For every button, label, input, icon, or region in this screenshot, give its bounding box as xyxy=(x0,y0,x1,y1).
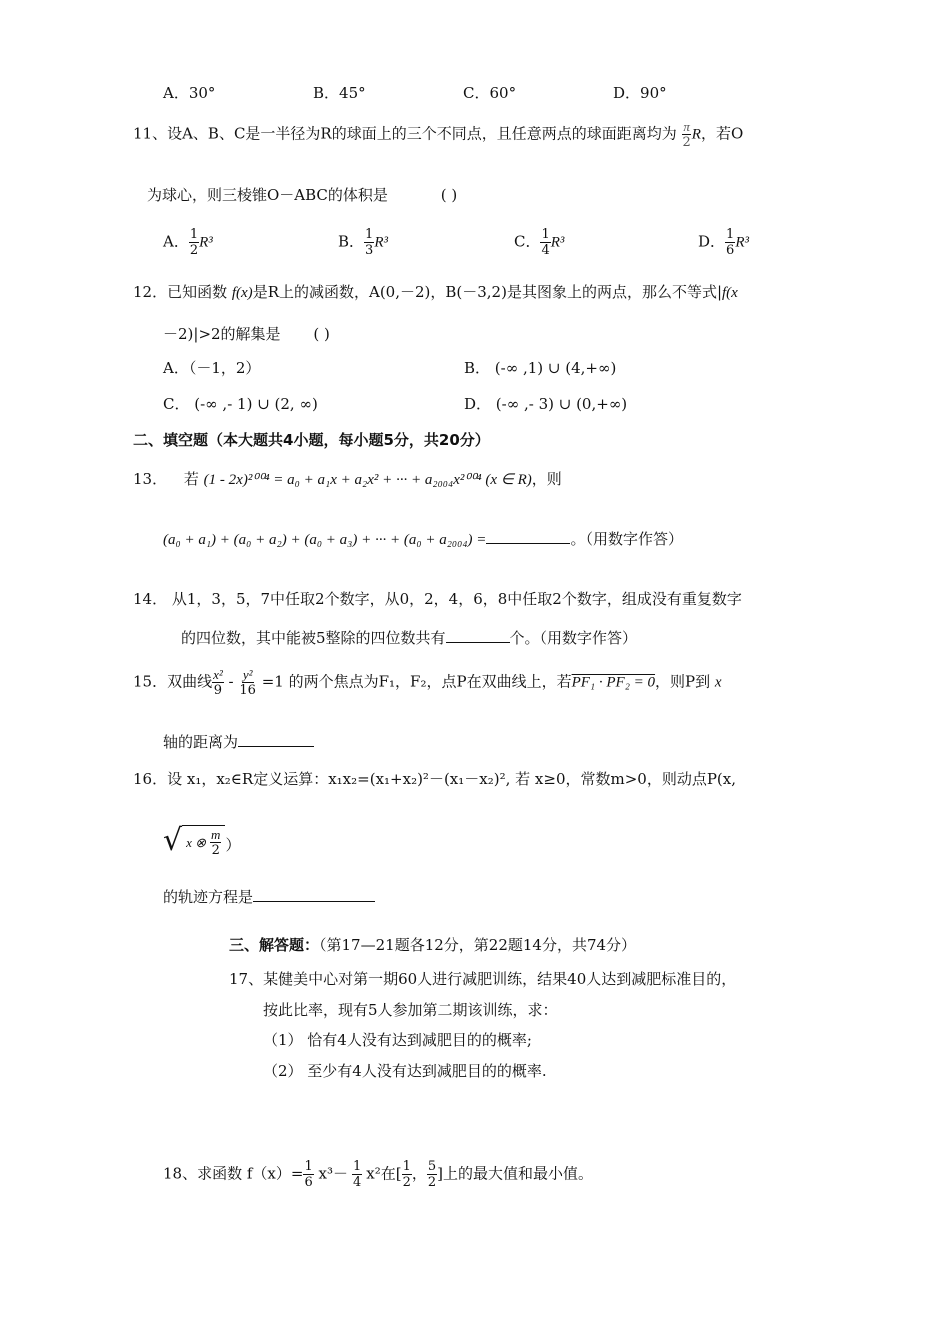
q17-line2: 按此比率，现有5人参加第二期该训练，求： xyxy=(263,1001,558,1019)
q16-line1: 16．设 x₁，x₂∈R定义运算：x₁x₂=(x₁+x₂)²－(x₁－x₂)², 若 x≥0，常数m>0，则动点P(x, xyxy=(133,770,736,788)
q14-line2: 的四位数，其中能被5整除的四位数共有 个。（用数字作答） xyxy=(181,629,638,647)
q12-option-a: A．（－1，2） xyxy=(163,359,261,377)
sqrt-expression: √ x ⊗ $\frac{m}{2}$ xyxy=(163,825,225,857)
q13-sum-expr: (a₀ + a₁) + (a₀ + a₂) + (a₀ + a₃) + ··· + (a₀ + a₂₀₀₄) = xyxy=(163,532,487,548)
q12-line2: －2)|>2的解集是 ( ) xyxy=(163,325,330,343)
q15-line2: 轴的距离为 xyxy=(163,733,314,751)
q17-item1: （1） 恰有4人没有达到减肥目的的概率; xyxy=(263,1031,532,1049)
q17-item2: （2） 至少有4人没有达到减肥目的的概率. xyxy=(263,1062,547,1080)
q15-line1: 15．双曲线 $\frac{\text{x²}}{9}$ - $\frac{\text{y²}}{16}$ =1 的两个焦点为F₁，F₂，点P在双曲线上，若PF₁ · PF₂ = 0，则P到 x xyxy=(133,667,722,698)
q10-option-a: A．30° xyxy=(163,84,216,102)
q10-option-c: C．60° xyxy=(463,84,517,102)
q16-sqrt-line: √ x ⊗ $\frac{m}{2}$ ） xyxy=(163,823,241,858)
vector-dot-product: PF₁ · PF₂ = 0 xyxy=(571,674,656,691)
q12-line1: 12．已知函数 f(x)是R上的减函数，A(0,－2)，B(－3,2)是其图象上的两点，那么不等式|f(x xyxy=(133,283,738,301)
q11-option-b: B． $\frac{1}{3}$ R³ xyxy=(338,227,388,258)
q10-option-b: B．45° xyxy=(313,84,366,102)
section3-heading: 三、解答题：（第17—21题各12分，第22题14分，共74分） xyxy=(229,936,637,954)
q13-line2: (a₀ + a₁) + (a₀ + a₂) + (a₀ + a₃) + ··· + (a₀ + a₂₀₀₄) = 。（用数字作答） xyxy=(163,530,683,548)
q11-option-c: C． $\frac{1}{4}$ R³ xyxy=(514,227,565,258)
q12-option-c: C． (-∞ ,- 1) ∪ (2, ∞) xyxy=(163,395,318,413)
q13-answer-blank[interactable] xyxy=(486,543,570,544)
q18-line: 18、求函数 f（x）= $\frac{1}{6}$ x³－ $\frac{1}{4}$ x²在[ $\frac{1}{2}$ ， $\frac{5}{2}$ ]上的最大值和最小值。 xyxy=(163,1159,594,1190)
q10-option-d: D．90° xyxy=(613,84,667,102)
q11-line1: 11、设A、B、C是一半径为R的球面上的三个不同点，且任意两点的球面距离均为 $\frac{\pi}{2}$ R，若O xyxy=(133,119,744,150)
q17-line1: 17、某健美中心对第一期60人进行减肥训练，结果40人达到减肥标准目的， xyxy=(229,970,737,988)
q13-line1: 13． 若 (1 - 2x)²⁰⁰⁴ = a₀ + a₁x + a₂x² + ··· + a₂₀₀₄x²⁰⁰⁴ (x ∈ R)，则 xyxy=(133,470,562,488)
q16-line3: 的轨迹方程是 xyxy=(163,888,375,906)
q14-line1: 14． 从1，3，5，7中任取2个数字，从0，2，4，6，8中任取2个数字，组成没有重复数字 xyxy=(133,590,742,608)
q16-answer-blank[interactable] xyxy=(253,901,375,902)
q11-option-a: A． $\frac{1}{2}$ R³ xyxy=(163,227,213,258)
pi-over-2-fraction: $\frac{\pi}{2}$ xyxy=(682,119,691,150)
q12-option-b: B． (-∞ ,1) ∪ (4,+∞) xyxy=(464,359,617,377)
q11-option-d: D． $\frac{1}{6}$ R³ xyxy=(698,227,749,258)
q13-expansion: (1 - 2x)²⁰⁰⁴ = a₀ + a₁x + a₂x² + ··· + a₂₀₀₄x²⁰⁰⁴ (x ∈ R) xyxy=(203,472,532,488)
q11-line2: 为球心，则三棱锥O－ABC的体积是 ( ) xyxy=(147,186,458,204)
q14-answer-blank[interactable] xyxy=(446,642,510,643)
q12-option-d: D． (-∞ ,- 3) ∪ (0,+∞) xyxy=(464,395,628,413)
section2-title: 二、填空题（本大题共4小题，每小题5分，共20分） xyxy=(133,431,490,449)
q15-answer-blank[interactable] xyxy=(238,746,314,747)
